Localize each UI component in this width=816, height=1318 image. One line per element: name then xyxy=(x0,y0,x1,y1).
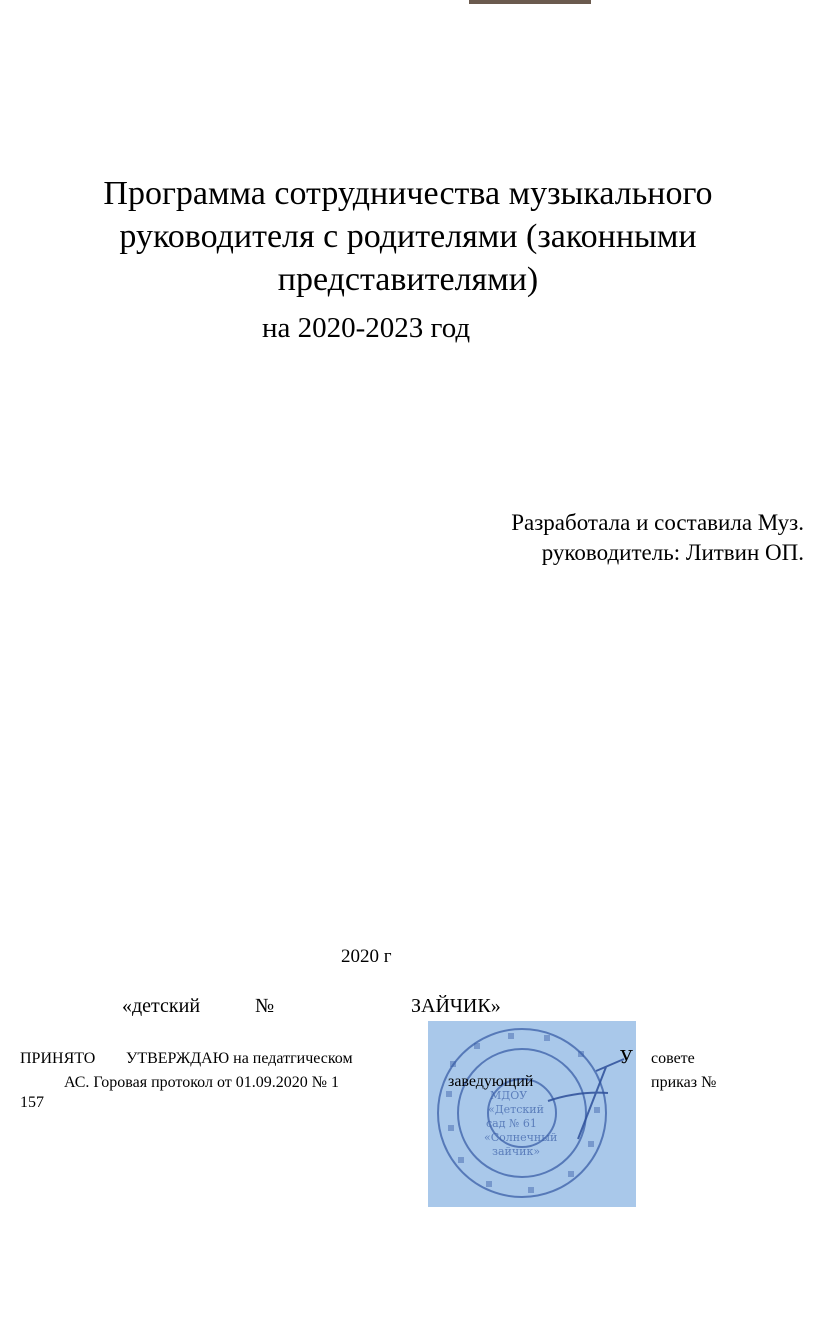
svg-text:МДОУ: МДОУ xyxy=(490,1089,528,1102)
official-seal-stamp xyxy=(428,1021,636,1207)
seal-icon xyxy=(428,1021,636,1207)
title-line-1: Программа сотрудничества музыкального xyxy=(103,175,713,212)
svg-text:зайчик»: зайчик» xyxy=(492,1145,541,1158)
program-period: на 2020-2023 год xyxy=(262,312,471,344)
order-label: приказ № xyxy=(651,1074,717,1091)
top-decorative-bar xyxy=(469,0,591,4)
author-line-2: руководитель: Литвин ОП. xyxy=(541,540,804,565)
council-label: совете xyxy=(651,1050,695,1067)
organization-part-1: «детский xyxy=(122,995,201,1017)
svg-text:сад № 61: сад № 61 xyxy=(486,1117,537,1130)
svg-text:У: У xyxy=(620,1047,634,1068)
organization-part-2: № xyxy=(255,995,275,1017)
document-year: 2020 г xyxy=(341,946,392,967)
title-line-2: руководителя с родителями (законными xyxy=(119,218,697,255)
svg-text:«Солнечный: «Солнечный xyxy=(484,1131,558,1144)
author-block xyxy=(384,508,804,568)
title-line-3: представителями) xyxy=(277,261,539,298)
document-title xyxy=(20,172,796,301)
head-label: заведующий xyxy=(448,1073,534,1090)
signer-protocol-text: АС. Горовая протокол от 01.09.2020 № 1 xyxy=(64,1074,339,1091)
svg-text:«Детский: «Детский xyxy=(488,1103,544,1116)
order-number: 157 xyxy=(20,1094,44,1111)
approved-label: УТВЕРЖДАЮ на педатгическом xyxy=(126,1050,353,1067)
author-line-1: Разработала и составила Муз. xyxy=(511,510,804,535)
accepted-label: ПРИНЯТО xyxy=(20,1050,96,1067)
organization-part-3: ЗАЙЧИК» xyxy=(411,995,501,1017)
